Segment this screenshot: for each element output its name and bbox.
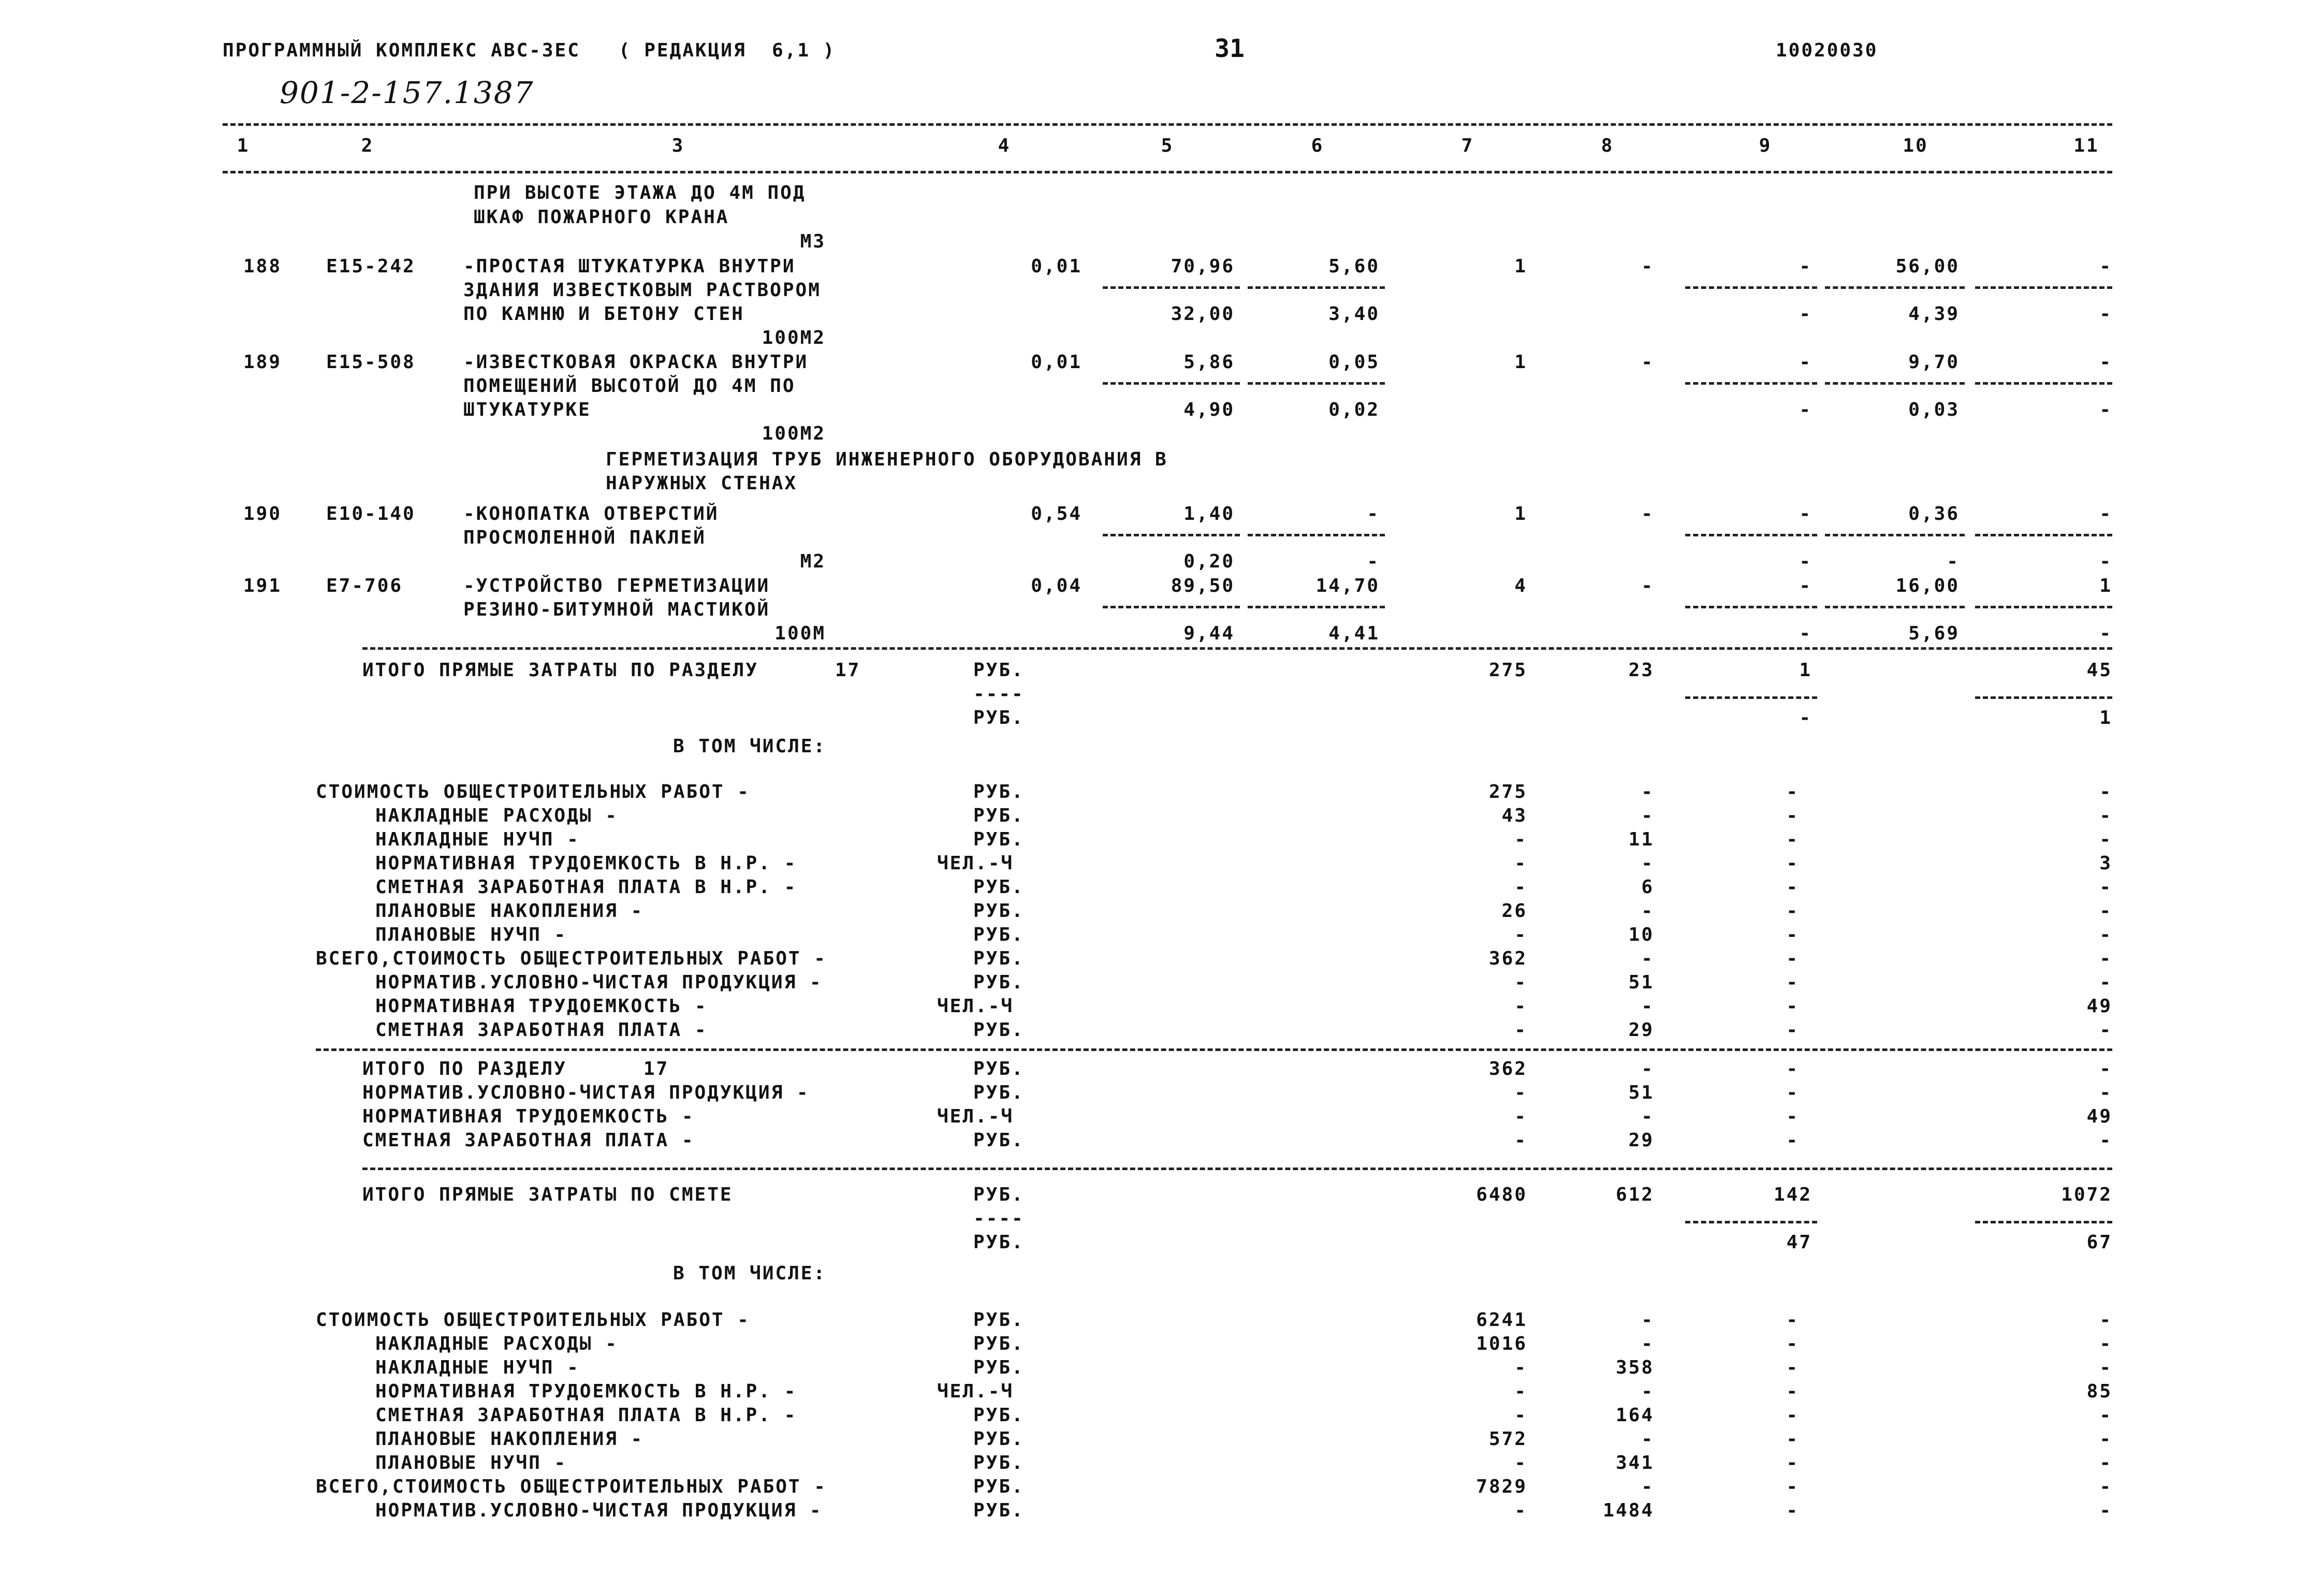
col9-value: 1 (1799, 660, 1812, 681)
item-description: -УСТРОЙСТВО ГЕРМЕТИЗАЦИИ (463, 575, 770, 596)
total-cost: 4 (1514, 575, 1527, 596)
total-cost: 1 (1514, 503, 1527, 524)
total-wage: - (1641, 781, 1654, 803)
unit: РУБ. (973, 1130, 1025, 1151)
unit-label: М2 (800, 551, 826, 572)
wage-cost: 14,70 (1316, 575, 1380, 596)
col11-value: 1 (2099, 575, 2112, 596)
item-description: -ПРОСТАЯ ШТУКАТУРКА ВНУТРИ (463, 256, 796, 277)
total-wage: - (1641, 805, 1654, 826)
total-cost: 7829 (1476, 1476, 1527, 1497)
unit: РУБ. (973, 1058, 1025, 1080)
total-cost: 6241 (1476, 1309, 1527, 1331)
unit-label: 100М2 (762, 327, 826, 348)
unit: РУБ. (973, 972, 1025, 993)
unit: РУБ. (973, 707, 1025, 728)
total-wage: 51 (1628, 1082, 1654, 1103)
col11-value: 45 (2086, 660, 2112, 681)
col9-value-alt: - (1799, 707, 1812, 728)
page-number: 31 (1215, 34, 1245, 63)
col11-value: - (2099, 877, 2112, 898)
total-cost: - (1514, 1405, 1527, 1426)
total-cost: - (1514, 1106, 1527, 1127)
cell-rule (1685, 606, 1817, 608)
col11-value: - (2099, 1452, 2112, 1474)
col11-value: 1072 (2061, 1184, 2112, 1205)
cell-rule (1685, 534, 1817, 536)
item-description: ПО КАМНЮ И БЕТОНУ СТЕН (463, 303, 744, 325)
quantity: 0,01 (1031, 256, 1082, 277)
col9-value: - (1799, 503, 1812, 524)
cell-rule (1975, 534, 2112, 536)
breakdown-label: НОРМАТИВНАЯ ТРУДОЕМКОСТЬ В Н.Р. - (375, 853, 797, 874)
col9-value: - (1786, 924, 1799, 945)
unit-cost-alt: 9,44 (1183, 623, 1235, 644)
col11-value: - (2099, 1333, 2112, 1354)
total-cost: - (1514, 829, 1527, 850)
cell-rule (1825, 534, 1965, 536)
column-header-4: 4 (998, 135, 1011, 156)
cell-rule (1103, 286, 1240, 289)
column-header-2: 2 (361, 135, 374, 156)
total-cost: 1016 (1476, 1333, 1527, 1354)
column-header-9: 9 (1759, 135, 1772, 156)
col11-value: - (2099, 900, 2112, 922)
unit-cost-alt: 32,00 (1171, 303, 1235, 325)
subheading-line: ГЕРМЕТИЗАЦИЯ ТРУБ ИНЖЕНЕРНОГО ОБОРУДОВАНИЯ В (606, 449, 1168, 470)
cell-rule (1685, 696, 1817, 699)
breakdown-label: ПЛАНОВЫЕ НУЧП - (375, 924, 567, 945)
unit-label: М3 (800, 231, 826, 252)
total-wage: 1484 (1603, 1500, 1654, 1521)
col9-value-alt: - (1799, 551, 1812, 572)
wage-cost: - (1367, 503, 1380, 524)
col9-value: - (1786, 1106, 1799, 1127)
item-number: 190 (243, 503, 282, 524)
col11-value: - (2099, 948, 2112, 969)
col9-value: 142 (1773, 1184, 1812, 1205)
including-heading: В ТОМ ЧИСЛЕ: (673, 1263, 827, 1284)
total-cost: 6480 (1476, 1184, 1527, 1205)
item-description: -ИЗВЕСТКОВАЯ ОКРАСКА ВНУТРИ (463, 352, 809, 373)
total-wage: 358 (1615, 1357, 1654, 1378)
wage-cost: 5,60 (1328, 256, 1380, 277)
col9-value: - (1799, 575, 1812, 596)
summary-label: ИТОГО ПО РАЗДЕЛУ 17 (362, 1058, 669, 1080)
column-header-7: 7 (1461, 135, 1474, 156)
col11-value: - (2099, 1357, 2112, 1378)
cell-rule (1825, 382, 1965, 385)
breakdown-label: НАКЛАДНЫЕ НУЧП - (375, 829, 580, 850)
col9-value: - (1786, 1333, 1799, 1354)
column-header-11: 11 (2073, 135, 2099, 156)
col11-value: - (2099, 781, 2112, 803)
total-wage: - (1641, 503, 1654, 524)
unit-cost-alt: 4,90 (1183, 399, 1235, 420)
total-cost: 362 (1488, 1058, 1527, 1080)
item-description: РЕЗИНО-БИТУМНОЙ МАСТИКОЙ (463, 599, 770, 620)
col9-value: - (1786, 1428, 1799, 1450)
col9-value: - (1786, 1058, 1799, 1080)
summary-label: СМЕТНАЯ ЗАРАБОТНАЯ ПЛАТА - (362, 1130, 695, 1151)
col9-value: - (1786, 1082, 1799, 1103)
section-intro-line: ПРИ ВЫСОТЕ ЭТАЖА ДО 4М ПОД (474, 182, 806, 203)
estimate-rule (362, 1168, 2112, 1170)
unit: РУБ. (973, 1428, 1025, 1450)
breakdown-label: СТОИМОСТЬ ОБЩЕСТРОИТЕЛЬНЫХ РАБОТ - (316, 781, 750, 803)
total-cost: 1 (1514, 352, 1527, 373)
col11-value: - (2099, 1405, 2112, 1426)
col11-value: - (2099, 1130, 2112, 1151)
col9-value: - (1786, 1405, 1799, 1426)
total-cost: - (1514, 1500, 1527, 1521)
total-cost: 275 (1488, 660, 1527, 681)
section-rule (316, 1048, 2112, 1051)
total-wage: - (1641, 352, 1654, 373)
item-description: ШТУКАТУРКЕ (463, 399, 591, 420)
cell-rule (1685, 286, 1817, 289)
col9-value: - (1786, 781, 1799, 803)
cell-rule (1975, 1221, 2112, 1223)
col11-value: - (2099, 1428, 2112, 1450)
unit: РУБ. (973, 1333, 1025, 1354)
unit-cost: 89,50 (1171, 575, 1235, 596)
col9-value: - (1786, 1476, 1799, 1497)
col11-value-alt: - (2099, 551, 2112, 572)
total-wage: - (1641, 1476, 1654, 1497)
col9-value: - (1786, 829, 1799, 850)
col11-value: - (2099, 924, 2112, 945)
total-wage: - (1641, 1309, 1654, 1331)
cell-rule (1248, 286, 1385, 289)
total-cost: - (1514, 1357, 1527, 1378)
col11-value-alt: 67 (2086, 1232, 2112, 1253)
total-label: ИТОГО ПРЯМЫЕ ЗАТРАТЫ ПО СМЕТЕ (362, 1184, 733, 1205)
unit: РУБ. (973, 924, 1025, 945)
breakdown-label: СМЕТНАЯ ЗАРАБОТНАЯ ПЛАТА - (375, 1019, 708, 1041)
col11-value: 49 (2086, 996, 2112, 1017)
total-wage: - (1641, 1381, 1654, 1402)
col9-value: - (1799, 256, 1812, 277)
wage-cost-alt: - (1367, 551, 1380, 572)
total-wage: 341 (1615, 1452, 1654, 1474)
col9-value-alt: - (1799, 399, 1812, 420)
document-code: 10020030 (1776, 40, 1878, 61)
unit: ЧЕЛ.-Ч (937, 1106, 1014, 1127)
col11-value: - (2099, 972, 2112, 993)
col9-value: - (1786, 1381, 1799, 1402)
col11-value: - (2099, 1500, 2112, 1521)
unit: РУБ. (973, 900, 1025, 922)
total-cost: - (1514, 1082, 1527, 1103)
unit: РУБ. (973, 877, 1025, 898)
total-label: ИТОГО ПРЯМЫЕ ЗАТРАТЫ ПО РАЗДЕЛУ 17 (362, 660, 861, 681)
col9-value: - (1786, 1019, 1799, 1041)
breakdown-label: ВСЕГО,СТОИМОСТЬ ОБЩЕСТРОИТЕЛЬНЫХ РАБОТ - (316, 948, 827, 969)
total-cost: 26 (1501, 900, 1527, 922)
unit: РУБ. (973, 1309, 1025, 1331)
total-wage: - (1641, 853, 1654, 874)
col11-value: - (2099, 1082, 2112, 1103)
summary-label: НОРМАТИВНАЯ ТРУДОЕМКОСТЬ - (362, 1106, 695, 1127)
cell-rule (1685, 1221, 1817, 1223)
cell-rule (1825, 286, 1965, 289)
cell-rule (1248, 534, 1385, 536)
col9-value: - (1786, 805, 1799, 826)
col10-value-alt: 0,03 (1908, 399, 1960, 420)
unit: РУБ. (973, 1082, 1025, 1103)
unit: ЧЕЛ.-Ч (937, 996, 1014, 1017)
item-description: -КОНОПАТКА ОТВЕРСТИЙ (463, 503, 719, 524)
cell-rule (1103, 382, 1240, 385)
total-cost: - (1514, 877, 1527, 898)
unit-dash: ---- (973, 683, 1025, 705)
unit: РУБ. (973, 1476, 1025, 1497)
col10-value: 9,70 (1908, 352, 1960, 373)
cell-rule (1248, 606, 1385, 608)
col11-value-alt: - (2099, 623, 2112, 644)
section-intro-line: ШКАФ ПОЖАРНОГО КРАНА (474, 207, 729, 228)
total-wage: 6 (1641, 877, 1654, 898)
total-cost: 362 (1488, 948, 1527, 969)
unit-cost: 70,96 (1171, 256, 1235, 277)
total-cost: - (1514, 1381, 1527, 1402)
column-header-6: 6 (1311, 135, 1324, 156)
top-rule (223, 123, 2112, 126)
total-wage: - (1641, 1333, 1654, 1354)
col10-value-alt: 5,69 (1908, 623, 1960, 644)
total-cost: 1 (1514, 256, 1527, 277)
unit: РУБ. (973, 829, 1025, 850)
cell-rule (1825, 606, 1965, 608)
col11-value: - (2099, 1058, 2112, 1080)
breakdown-label: НОРМАТИВНАЯ ТРУДОЕМКОСТЬ В Н.Р. - (375, 1381, 797, 1402)
col9-value: - (1786, 877, 1799, 898)
breakdown-label: ПЛАНОВЫЕ НАКОПЛЕНИЯ - (375, 900, 644, 922)
including-heading: В ТОМ ЧИСЛЕ: (673, 736, 827, 757)
col9-value: - (1786, 996, 1799, 1017)
col11-value: - (2099, 352, 2112, 373)
unit: РУБ. (973, 660, 1025, 681)
col9-value: - (1799, 352, 1812, 373)
col9-value: - (1786, 972, 1799, 993)
col11-value: 49 (2086, 1106, 2112, 1127)
total-rule (362, 647, 2112, 650)
total-wage: 29 (1628, 1019, 1654, 1041)
wage-cost-alt: 0,02 (1328, 399, 1380, 420)
breakdown-label: СТОИМОСТЬ ОБЩЕСТРОИТЕЛЬНЫХ РАБОТ - (316, 1309, 750, 1331)
col11-value-alt: - (2099, 303, 2112, 325)
unit: РУБ. (973, 1405, 1025, 1426)
handwritten-number: 901-2-157.1387 (280, 75, 534, 110)
total-wage: - (1641, 1058, 1654, 1080)
col9-value: - (1786, 1452, 1799, 1474)
total-wage: 11 (1628, 829, 1654, 850)
total-cost: - (1514, 1452, 1527, 1474)
col11-value: 3 (2099, 853, 2112, 874)
item-code: Е7-706 (326, 575, 403, 596)
breakdown-label: НОРМАТИВНАЯ ТРУДОЕМКОСТЬ - (375, 996, 708, 1017)
unit: ЧЕЛ.-Ч (937, 853, 1014, 874)
total-cost: 43 (1501, 805, 1527, 826)
total-wage: 51 (1628, 972, 1654, 993)
breakdown-label: ПЛАНОВЫЕ НАКОПЛЕНИЯ - (375, 1428, 644, 1450)
breakdown-label: ПЛАНОВЫЕ НУЧП - (375, 1452, 567, 1474)
col9-value: - (1786, 1500, 1799, 1521)
total-cost: - (1514, 1130, 1527, 1151)
cell-rule (1975, 696, 2112, 699)
total-wage: 23 (1628, 660, 1654, 681)
unit-dash: ---- (973, 1208, 1025, 1229)
cell-rule (1975, 606, 2112, 608)
col11-value: - (2099, 503, 2112, 524)
subheading-line: НАРУЖНЫХ СТЕНАХ (606, 473, 798, 494)
unit: РУБ. (973, 1357, 1025, 1378)
wage-cost-alt: 3,40 (1328, 303, 1380, 325)
total-wage: - (1641, 948, 1654, 969)
unit-cost: 1,40 (1183, 503, 1235, 524)
quantity: 0,01 (1031, 352, 1082, 373)
column-header-8: 8 (1601, 135, 1614, 156)
item-description: ПОМЕЩЕНИЙ ВЫСОТОЙ ДО 4М ПО (463, 375, 796, 397)
program-title: ПРОГРАММНЫЙ КОМПЛЕКС АВС-3ЕС ( РЕДАКЦИЯ 6,1 ) (223, 40, 836, 61)
unit-cost: 5,86 (1183, 352, 1235, 373)
breakdown-label: НОРМАТИВ.УСЛОВНО-ЧИСТАЯ ПРОДУКЦИЯ - (375, 1500, 823, 1521)
total-wage: - (1641, 996, 1654, 1017)
total-cost: - (1514, 972, 1527, 993)
header-rule (223, 171, 2112, 173)
item-code: Е10-140 (326, 503, 416, 524)
wage-cost-alt: 4,41 (1328, 623, 1380, 644)
unit: РУБ. (973, 1019, 1025, 1041)
unit: РУБ. (973, 1500, 1025, 1521)
col11-value-alt: 1 (2099, 707, 2112, 728)
quantity: 0,54 (1031, 503, 1082, 524)
breakdown-label: НАКЛАДНЫЕ РАСХОДЫ - (375, 1333, 618, 1354)
item-description: ПРОСМОЛЕННОЙ ПАКЛЕЙ (463, 527, 706, 548)
col11-value: - (2099, 829, 2112, 850)
unit: РУБ. (973, 1232, 1025, 1253)
quantity: 0,04 (1031, 575, 1082, 596)
total-wage: - (1641, 256, 1654, 277)
col9-value-alt: - (1799, 623, 1812, 644)
item-code: Е15-508 (326, 352, 416, 373)
col11-value: - (2099, 1019, 2112, 1041)
cell-rule (1685, 382, 1817, 385)
col9-value: - (1786, 1357, 1799, 1378)
col11-value-alt: - (2099, 399, 2112, 420)
breakdown-label: СМЕТНАЯ ЗАРАБОТНАЯ ПЛАТА В Н.Р. - (375, 877, 797, 898)
item-code: Е15-242 (326, 256, 416, 277)
total-wage: - (1641, 1106, 1654, 1127)
wage-cost: 0,05 (1328, 352, 1380, 373)
column-header-10: 10 (1903, 135, 1928, 156)
cell-rule (1103, 606, 1240, 608)
cell-rule (1103, 534, 1240, 536)
total-wage: 29 (1628, 1130, 1654, 1151)
unit: РУБ. (973, 1184, 1025, 1205)
col10-value-alt: - (1947, 551, 1960, 572)
total-wage: 10 (1628, 924, 1654, 945)
item-number: 189 (243, 352, 282, 373)
col9-value-alt: - (1799, 303, 1812, 325)
total-wage: - (1641, 900, 1654, 922)
unit-cost-alt: 0,20 (1183, 551, 1235, 572)
total-cost: - (1514, 1019, 1527, 1041)
total-cost: - (1514, 924, 1527, 945)
col9-value: - (1786, 948, 1799, 969)
unit: РУБ. (973, 781, 1025, 803)
unit-label: 100М (774, 623, 826, 644)
col11-value: - (2099, 1476, 2112, 1497)
col9-value-alt: 47 (1786, 1232, 1812, 1253)
unit: РУБ. (973, 948, 1025, 969)
total-cost: - (1514, 853, 1527, 874)
col10-value: 16,00 (1895, 575, 1960, 596)
total-cost: 572 (1488, 1428, 1527, 1450)
breakdown-label: НОРМАТИВ.УСЛОВНО-ЧИСТАЯ ПРОДУКЦИЯ - (375, 972, 823, 993)
item-number: 191 (243, 575, 282, 596)
summary-label: НОРМАТИВ.УСЛОВНО-ЧИСТАЯ ПРОДУКЦИЯ - (362, 1082, 810, 1103)
col11-value: 85 (2086, 1381, 2112, 1402)
col9-value: - (1786, 1309, 1799, 1331)
cell-rule (1975, 382, 2112, 385)
total-wage: - (1641, 1428, 1654, 1450)
column-header-5: 5 (1161, 135, 1174, 156)
col11-value: - (2099, 256, 2112, 277)
breakdown-label: НАКЛАДНЫЕ НУЧП - (375, 1357, 580, 1378)
breakdown-label: НАКЛАДНЫЕ РАСХОДЫ - (375, 805, 618, 826)
breakdown-label: СМЕТНАЯ ЗАРАБОТНАЯ ПЛАТА В Н.Р. - (375, 1405, 797, 1426)
col10-value-alt: 4,39 (1908, 303, 1960, 325)
col11-value: - (2099, 1309, 2112, 1331)
col11-value: - (2099, 805, 2112, 826)
col9-value: - (1786, 853, 1799, 874)
col10-value: 56,00 (1895, 256, 1960, 277)
column-header-3: 3 (671, 135, 685, 156)
cell-rule (1975, 286, 2112, 289)
column-header-1: 1 (237, 135, 250, 156)
total-wage: 164 (1615, 1405, 1654, 1426)
total-cost: 275 (1488, 781, 1527, 803)
breakdown-label: ВСЕГО,СТОИМОСТЬ ОБЩЕСТРОИТЕЛЬНЫХ РАБОТ - (316, 1476, 827, 1497)
cell-rule (1248, 382, 1385, 385)
total-wage: - (1641, 575, 1654, 596)
unit: ЧЕЛ.-Ч (937, 1381, 1014, 1402)
item-number: 188 (243, 256, 282, 277)
item-description: ЗДАНИЯ ИЗВЕСТКОВЫМ РАСТВОРОМ (463, 280, 821, 301)
unit: РУБ. (973, 1452, 1025, 1474)
unit: РУБ. (973, 805, 1025, 826)
total-cost: - (1514, 996, 1527, 1017)
unit-label: 100М2 (762, 423, 826, 444)
col9-value: - (1786, 1130, 1799, 1151)
col10-value: 0,36 (1908, 503, 1960, 524)
total-wage: 612 (1615, 1184, 1654, 1205)
col9-value: - (1786, 900, 1799, 922)
